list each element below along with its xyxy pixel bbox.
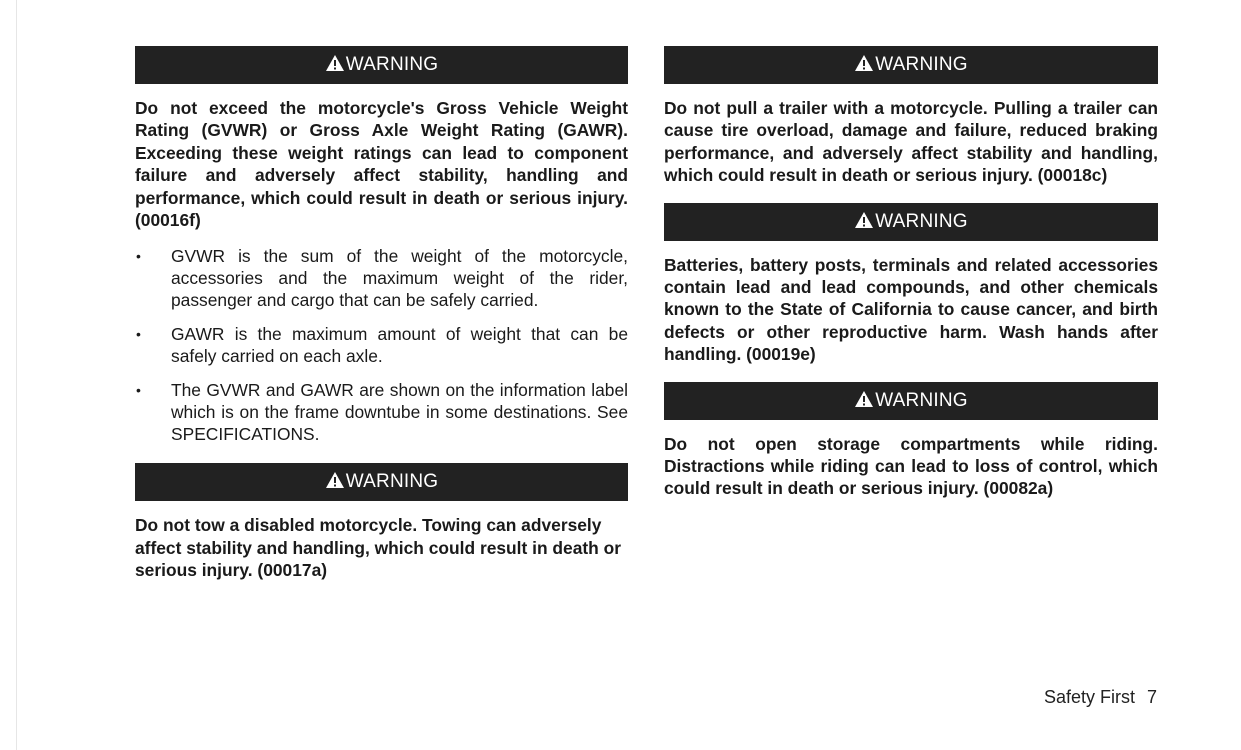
page-edge — [16, 0, 17, 750]
right-column — [664, 46, 1158, 500]
warning-triangle-icon — [854, 54, 874, 72]
list-item: • The GVWR and GAWR are shown on the information label which is on the frame downtube in some destinations. See SPECIFICATIONS. — [136, 380, 628, 445]
warning-banner — [664, 46, 1158, 84]
warning-text: Do not tow a disabled motorcycle. Towing can adversely affect stability and handling, which could result in death or serious injury. (00017a) — [135, 515, 622, 581]
left-column — [135, 46, 628, 582]
warning-label: WARNING — [875, 210, 968, 232]
bullet-list — [135, 245, 628, 445]
warning-text: Do not exceed the motorcycle's Gross Vehicle Weight Rating (GVWR) or Gross Axle Weight Rating (GAWR). Exceeding these weight ratings can lead to component failure and adversely affect stability, handling and performance, which could result in death or serious injury. (00016f) — [135, 98, 628, 231]
page-number: 7 — [1146, 687, 1157, 707]
warning-label: WARNING — [875, 54, 968, 75]
warning-triangle-icon — [325, 54, 345, 72]
warning-label: WARNING — [345, 471, 439, 493]
bullet-dot: • — [136, 248, 141, 265]
warning-banner — [135, 463, 628, 501]
list-item: • GAWR is the maximum amount of weight that can be safely carried on each axle. — [136, 324, 628, 367]
warning-triangle-icon — [325, 471, 345, 489]
warning-text: Do not pull a trailer with a motorcycle. Pulling a trailer can cause tire overload, damage and failure, reduced braking performance, and adversely affect stability and handling, which could result in death or serious injury. (00018c) — [664, 98, 1158, 186]
warning-text: Batteries, battery posts, terminals and related accessories contain lead and lead compounds, and other chemicals known to the State of California to cause cancer, and birth defects or other reproductive harm. Wash hands after handling. (00019e) — [664, 254, 1158, 365]
warning-label: WARNING — [345, 54, 439, 75]
warning-banner — [664, 382, 1158, 420]
list-item: • GVWR is the sum of the weight of the motorcycle, accessories and the maximum weight of the rider, passenger and cargo that can be safely carried. — [136, 246, 628, 311]
warning-text: Do not open storage compartments while riding. Distractions while riding can lead to loss of control, which could result in death or serious injury. (00082a) — [664, 433, 1158, 499]
warning-triangle-icon — [854, 211, 874, 229]
warning-triangle-icon — [854, 390, 874, 408]
warning-label: WARNING — [875, 389, 968, 411]
section-title: Safety First — [1043, 687, 1135, 707]
warning-banner — [135, 46, 628, 84]
warning-banner — [664, 203, 1158, 241]
bullet-dot: • — [136, 326, 141, 343]
bullet-dot: • — [136, 382, 141, 399]
page-footer — [1044, 687, 1157, 708]
